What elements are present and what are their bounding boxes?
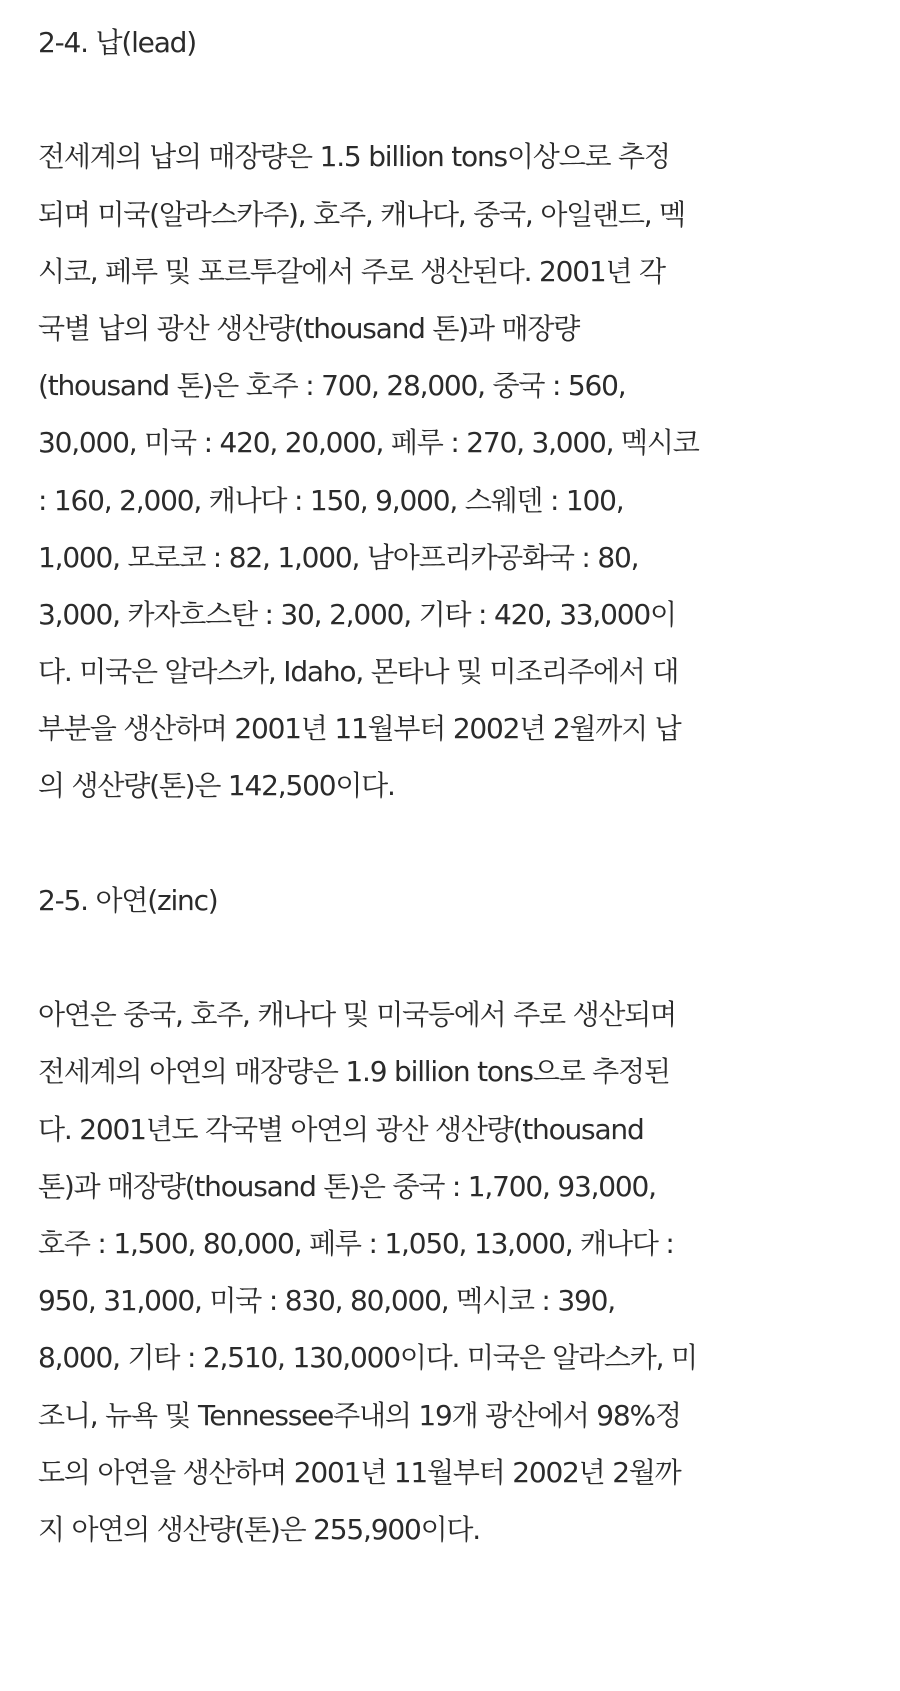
- text-line: 전세계의 납의 매장량은 1.5 billion tons이상으로 추정: [38, 140, 670, 174]
- section-heading-lead: 2-4. 납(lead): [38, 26, 196, 59]
- document-body: [38, 14, 888, 1558]
- text-line: 950, 31,000, 미국 : 830, 80,000, 멕시코 : 390,: [38, 1284, 615, 1318]
- text-line: 부분을 생산하며 2001년 11월부터 2002년 2월까지 납: [38, 712, 681, 746]
- text-line: 톤)과 매장량(thousand 톤)은 중국 : 1,700, 93,000,: [38, 1169, 656, 1203]
- paragraph-zinc: [38, 986, 888, 1558]
- text-line: 국별 납의 광산 생산량(thousand 톤)과 매장량: [38, 311, 580, 345]
- text-line: 의 생산량(톤)은 142,500이다.: [38, 769, 395, 803]
- text-line: (thousand 톤)은 호주 : 700, 28,000, 중국 : 560,: [38, 369, 626, 403]
- text-line: 지 아연의 생산량(톤)은 255,900이다.: [38, 1512, 480, 1546]
- text-line: 도의 아연을 생산하며 2001년 11월부터 2002년 2월까: [38, 1455, 681, 1489]
- spacer: [38, 929, 888, 986]
- paragraph-lead: [38, 128, 888, 814]
- text-line: 1,000, 모로코 : 82, 1,000, 남아프리카공화국 : 80,: [38, 540, 639, 574]
- text-line: 아연은 중국, 호주, 캐나다 및 미국등에서 주로 생산되며: [38, 998, 676, 1032]
- text-line: 8,000, 기타 : 2,510, 130,000이다. 미국은 알라스카, 미: [38, 1341, 697, 1375]
- section-heading-zinc: 2-5. 아연(zinc): [38, 883, 218, 917]
- text-line: 호주 : 1,500, 80,000, 페루 : 1,050, 13,000, 캐나다 :: [38, 1226, 674, 1260]
- spacer: [38, 815, 888, 872]
- text-line: 3,000, 카자흐스탄 : 30, 2,000, 기타 : 420, 33,000이: [38, 597, 676, 631]
- spacer: [38, 71, 888, 128]
- text-line: 30,000, 미국 : 420, 20,000, 페루 : 270, 3,000, 멕시코: [38, 426, 699, 460]
- text-line: 전세계의 아연의 매장량은 1.9 billion tons으로 추정된: [38, 1055, 670, 1089]
- text-line: : 160, 2,000, 캐나다 : 150, 9,000, 스웨덴 : 100,: [38, 483, 624, 517]
- text-line: 되며 미국(알라스카주), 호주, 캐나다, 중국, 아일랜드, 멕: [38, 197, 685, 231]
- text-line: 조니, 뉴욕 및 Tennessee주내의 19개 광산에서 98%정: [38, 1398, 681, 1432]
- text-line: 다. 2001년도 각국별 아연의 광산 생산량(thousand: [38, 1112, 644, 1146]
- text-line: 다. 미국은 알라스카, Idaho, 몬타나 및 미조리주에서 대: [38, 655, 679, 689]
- text-line: 시코, 페루 및 포르투갈에서 주로 생산된다. 2001년 각: [38, 254, 665, 288]
